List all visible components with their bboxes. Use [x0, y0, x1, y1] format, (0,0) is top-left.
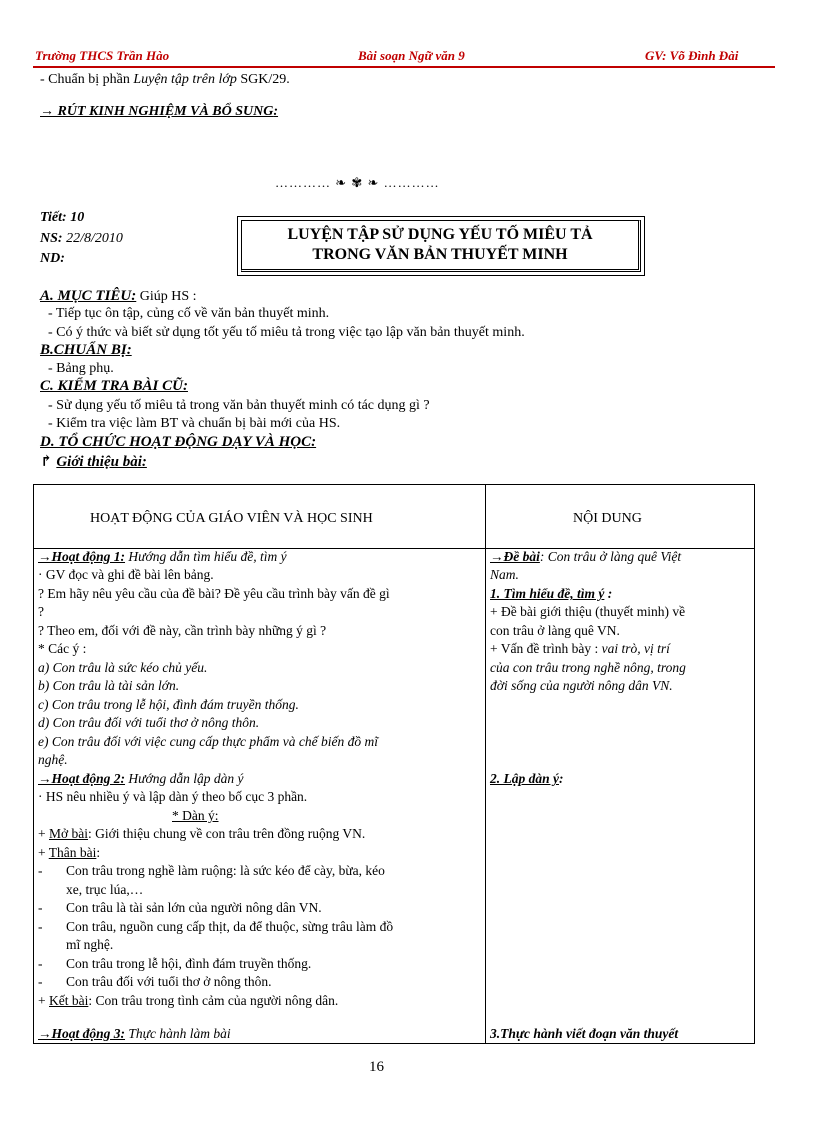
activity-table: HOẠT ĐỘNG CỦA GIÁO VIÊN VÀ HỌC SINH NỘI DUNG →Hoạt động 1: Hướng dẫn tìm hiểu đề, tìm ý · GV đọc và ghi đề bài lên bảng. ? Em hãy nêu yêu cầu của đề bài? Đề yêu cầu trình bày vấn đề gì ? ? Theo em, đối với đề này, cần trình bày những ý gì ? * Các ý : a) Con trâu là sức kéo chủ yếu. b) Con trâu là tài sản lớn. c) Con trâu trong lễ hội, đình đám truyền thống. d) Con trâu đối với tuổi thơ ở nông thôn. e) Con trâu đối với việc cung cấp thực phẩm và chế biến đồ mĩ nghệ. →Hoạt động 2: Hướng dẫn lập dàn ý · HS nêu nhiều ý và lập dàn ý theo bố cục 3 phần. * Dàn ý: + Mở bài: Giới thiệu chung về con trâu trên đồng ruộng VN. + Thân bài: - Con trâu trong nghề làm ruộng: là sức kéo để cày, bừa, kéo xe, trục lúa,… - Con trâu là tài sản lớn của người nông dân VN. - Con trâu, nguồn cung cấp thịt, da để thuộc, sừng trâu làm đồ mĩ nghệ. - Con trâu trong lễ hội, đình đám truyền thống. - Con trâu đối với tuổi thơ ở nông thôn. + Kết bài: Con trâu trong tình cảm của người nông dân. →Hoạt động 3: Thực hành làm bài →Đề bài: Con trâu ở làng quê Việt Nam. 1. Tìm hiểu đề, tìm ý : + Đề bài giới thiệu (thuyết minh) về con trâu ở làng quê VN. + Vấn đề trình bày : vai trò, vị trí của con trâu trong nghề nông, trong đời sống của người nông dân VN. 2. Lập dàn ý: 3.Thực hành viết đoạn văn thuyết: [33, 484, 755, 1044]
table-header-content: NỘI DUNG: [573, 511, 642, 526]
table-header-activities: HOẠT ĐỘNG CỦA GIÁO VIÊN VÀ HỌC SINH: [90, 511, 373, 526]
activity-3-heading: →Hoạt động 3: Thực hành làm bài: [38, 1026, 231, 1041]
section-c-item: - Sử dụng yếu tố miêu tả trong văn bản thuyết minh có tác dụng gì ?: [48, 398, 430, 413]
section-a-item: - Tiếp tục ôn tập, củng cố về văn bản thuyết minh.: [48, 306, 330, 321]
page-number: 16: [369, 1059, 384, 1075]
body-item: Con trâu trong nghề làm ruộng: là sức kéo để cày, bừa, kéo: [66, 863, 385, 878]
section-2-heading: 2. Lập dàn ý:: [490, 771, 564, 786]
body-item: Con trâu, nguồn cung cấp thịt, da để thuộc, sừng trâu làm đồ: [66, 919, 394, 934]
section-b-heading: B.CHUẨN BỊ:: [40, 342, 132, 358]
than-bai: + Thân bài:: [38, 845, 101, 860]
header-school: Trường THCS Trần Hào: [35, 48, 170, 63]
section-c-heading: C. KIỂM TRA BÀI CŨ:: [40, 378, 188, 394]
body-item: Con trâu trong lễ hội, đình đám truyền thống.: [66, 956, 312, 971]
intro-heading: ↱ Giới thiệu bài:: [40, 454, 147, 470]
meta-ns: NS: 22/8/2010: [40, 231, 123, 246]
header-title: Bài soạn Ngữ văn 9: [358, 48, 465, 63]
ornament-separator: ………… ❧ ✾ ❧ …………: [275, 175, 440, 190]
section-b-item: - Bảng phụ.: [48, 361, 114, 376]
lesson-title-line1: LUYỆN TẬP SỬ DỤNG YẾU TỐ MIÊU TẢ: [287, 226, 593, 243]
rut-kinh-nghiem-heading: → RÚT KINH NGHIỆM VÀ BỔ SUNG:: [40, 104, 279, 119]
idea-item: a) Con trâu là sức kéo chủ yếu.: [38, 660, 208, 675]
activity-1-heading: →Hoạt động 1: Hướng dẫn tìm hiểu đề, tìm ý: [38, 549, 287, 564]
body-item: Con trâu đối với tuổi thơ ở nông thôn.: [66, 974, 272, 989]
section-d-heading: D. TỔ CHỨC HOẠT ĐỘNG DẠY VÀ HỌC:: [40, 434, 317, 450]
idea-item: nghệ.: [38, 752, 68, 767]
prep-line: - Chuẩn bị phần Luyện tập trên lớp SGK/29.: [40, 72, 290, 87]
meta-tiet: Tiết: 10: [40, 210, 85, 225]
lesson-title-line2: TRONG VĂN BẢN THUYẾT MINH: [312, 246, 568, 263]
idea-item: b) Con trâu là tài sản lớn.: [38, 678, 180, 693]
arrow-icon: →: [40, 104, 54, 119]
dan-y-label: * Dàn ý:: [172, 808, 219, 823]
mo-bai: + Mở bài: Giới thiệu chung về con trâu trên đồng ruộng VN.: [38, 826, 366, 841]
section-a-item: - Có ý thức và biết sử dụng tốt yếu tố miêu tả trong việc tạo lập văn bản thuyết minh.: [48, 325, 525, 340]
idea-item: d) Con trâu đối với tuổi thơ ở nông thôn.: [38, 715, 260, 730]
section-1-heading: 1. Tìm hiểu đề, tìm ý :: [490, 586, 613, 601]
de-bai: →Đề bài: Con trâu ở làng quê Việt: [490, 549, 682, 564]
lesson-title-box: [237, 216, 645, 276]
section-c-item: - Kiểm tra việc làm BT và chuẩn bị bài mới của HS.: [48, 416, 341, 431]
section-3-heading: 3.Thực hành viết đoạn văn thuyết: [490, 1026, 679, 1041]
ket-bai: + Kết bài: Con trâu trong tình cảm của người nông dân.: [38, 993, 339, 1008]
section-a-heading: A. MỤC TIÊU: Giúp HS :: [40, 288, 197, 304]
body-item: xe, trục lúa,…: [66, 882, 144, 897]
pointer-icon: ↱: [40, 454, 53, 470]
activity-2-heading: →Hoạt động 2: Hướng dẫn lập dàn ý: [38, 771, 244, 786]
idea-item: c) Con trâu trong lễ hội, đình đám truyền thống.: [38, 697, 299, 712]
body-item: Con trâu là tài sản lớn của người nông dân VN.: [66, 900, 322, 915]
page-header: [33, 48, 775, 68]
body-item: mĩ nghệ.: [66, 937, 114, 952]
header-teacher: GV: Võ Đình Đài: [645, 48, 739, 63]
idea-item: e) Con trâu đối với việc cung cấp thực phẩm và chế biến đồ mĩ: [38, 734, 378, 749]
meta-nd: ND:: [40, 251, 65, 266]
